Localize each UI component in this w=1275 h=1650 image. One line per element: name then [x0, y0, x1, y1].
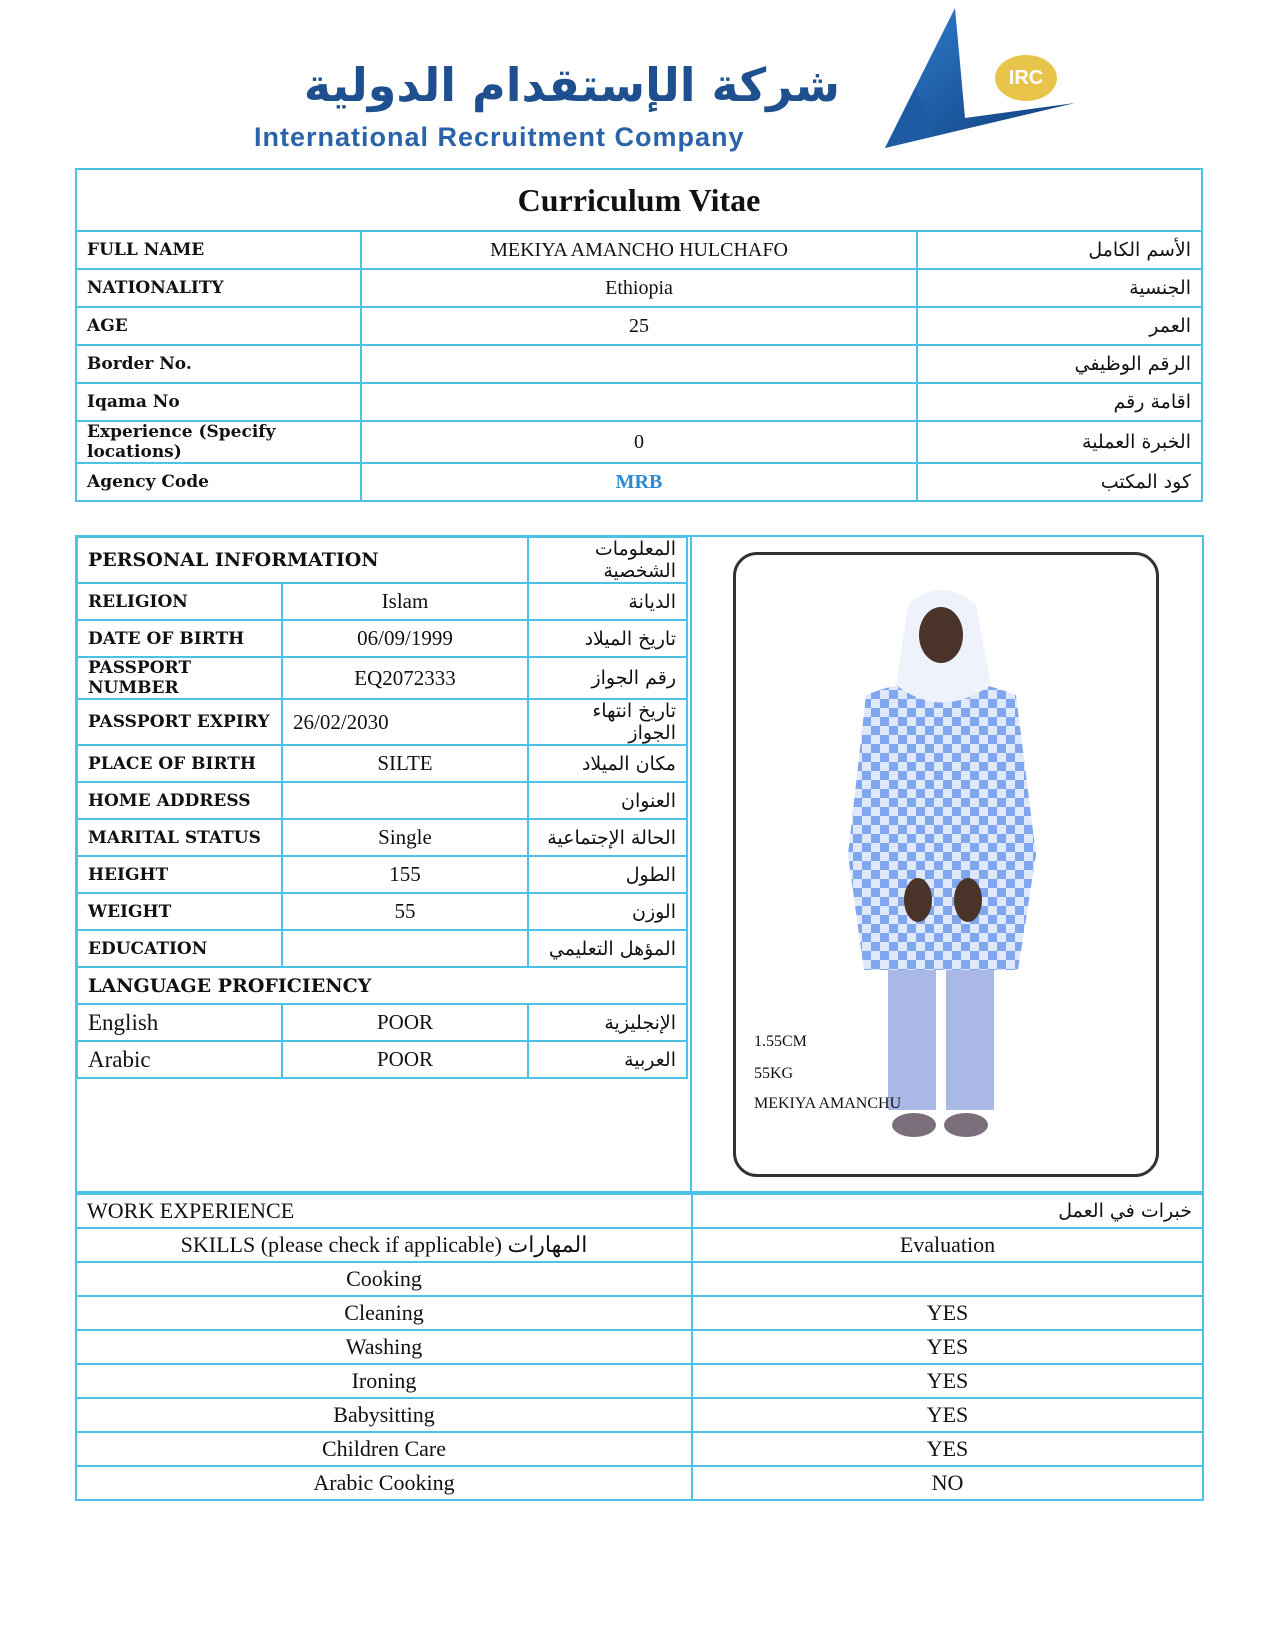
field-label-arabic: تاريخ انتهاء الجواز: [528, 699, 687, 745]
table-row: [77, 930, 687, 967]
field-label: WEIGHT: [77, 893, 282, 930]
field-value: SILTE: [282, 745, 528, 782]
table-row: [76, 1398, 1203, 1432]
skill-evaluation: YES: [692, 1296, 1203, 1330]
skill-evaluation: NO: [692, 1466, 1203, 1500]
field-label-arabic: المؤهل التعليمي: [528, 930, 687, 967]
field-value: [282, 930, 528, 967]
table-row: [77, 583, 687, 620]
table-row: [76, 1432, 1203, 1466]
logo-arabic-text: شركة الإستقدام الدولية: [303, 58, 840, 112]
field-value: 26/02/2030: [282, 699, 528, 745]
field-label-arabic: الجنسية: [917, 269, 1202, 307]
photo-name-caption: MEKIYA AMANCHU: [754, 1095, 902, 1112]
field-value: 0: [361, 421, 917, 463]
table-row: [77, 745, 687, 782]
table-row: [77, 819, 687, 856]
table-row: [76, 1262, 1203, 1296]
field-label-arabic: رقم الجواز: [528, 657, 687, 699]
candidate-photo-frame: [733, 552, 1159, 1177]
field-label-arabic: الخبرة العملية: [917, 421, 1202, 463]
table-row: [76, 1194, 1203, 1228]
field-label: MARITAL STATUS: [77, 819, 282, 856]
table-row: [77, 1041, 687, 1078]
field-value: 55: [282, 893, 528, 930]
table-row: [77, 1004, 687, 1041]
table-row: [76, 421, 1202, 463]
language-name: English: [77, 1004, 282, 1041]
skill-evaluation: [692, 1262, 1203, 1296]
table-row: [77, 856, 687, 893]
section-title: PERSONAL INFORMATION: [77, 537, 528, 583]
field-label-arabic: الديانة: [528, 583, 687, 620]
skill-evaluation: YES: [692, 1398, 1203, 1432]
field-label-arabic: كود المكتب: [917, 463, 1202, 501]
skill-name: Cleaning: [76, 1296, 692, 1330]
field-value: Single: [282, 819, 528, 856]
field-label-arabic: مكان الميلاد: [528, 745, 687, 782]
skill-evaluation: YES: [692, 1330, 1203, 1364]
field-label: HEIGHT: [77, 856, 282, 893]
work-experience-title: WORK EXPERIENCE: [76, 1194, 692, 1228]
table-row: [77, 699, 687, 745]
field-label: Border No.: [76, 345, 361, 383]
field-value: Islam: [282, 583, 528, 620]
field-value: 25: [361, 307, 917, 345]
field-label: AGE: [76, 307, 361, 345]
photo-weight-caption: 55KG: [754, 1065, 794, 1082]
field-label-arabic: الأسم الكامل: [917, 231, 1202, 269]
field-value: 155: [282, 856, 528, 893]
field-label: PASSPORT EXPIRY: [77, 699, 282, 745]
skills-header: SKILLS (please check if applicable) المهارات: [76, 1228, 692, 1262]
field-label-arabic: العنوان: [528, 782, 687, 819]
irc-badge: IRC: [995, 55, 1057, 101]
field-value: Ethiopia: [361, 269, 917, 307]
table-row: [76, 307, 1202, 345]
field-label: Experience (Specify locations): [76, 421, 361, 463]
table-row: [76, 1364, 1203, 1398]
table-row: [76, 463, 1202, 501]
skill-name: Arabic Cooking: [76, 1466, 692, 1500]
table-row: [76, 231, 1202, 269]
skill-name: Washing: [76, 1330, 692, 1364]
field-label: PLACE OF BIRTH: [77, 745, 282, 782]
photo-height-caption: 1.55CM: [754, 1033, 807, 1050]
table-row: [76, 345, 1202, 383]
table-row: [77, 620, 687, 657]
evaluation-header: Evaluation: [692, 1228, 1203, 1262]
table-row: [76, 1466, 1203, 1500]
skill-evaluation: YES: [692, 1364, 1203, 1398]
logo-english-text: International Recruitment Company: [254, 122, 745, 152]
skill-name: Cooking: [76, 1262, 692, 1296]
field-label: RELIGION: [77, 583, 282, 620]
field-label: FULL NAME: [76, 231, 361, 269]
table-row: [76, 1228, 1203, 1262]
table-row: [76, 269, 1202, 307]
field-label-arabic: اقامة رقم: [917, 383, 1202, 421]
table-row: [76, 383, 1202, 421]
field-label: Iqama No: [76, 383, 361, 421]
language-level: POOR: [282, 1041, 528, 1078]
skill-name: Babysitting: [76, 1398, 692, 1432]
table-row: [77, 782, 687, 819]
cv-title: Curriculum Vitae: [76, 169, 1202, 231]
field-value: [361, 383, 917, 421]
field-label: DATE OF BIRTH: [77, 620, 282, 657]
table-row: [77, 537, 687, 583]
field-label-arabic: الطول: [528, 856, 687, 893]
section-title-arabic: المعلومات الشخصية: [528, 537, 687, 583]
cv-summary-table: [75, 168, 1203, 502]
field-label: HOME ADDRESS: [77, 782, 282, 819]
field-label: PASSPORT NUMBER: [77, 657, 282, 699]
field-value: MEKIYA AMANCHO HULCHAFO: [361, 231, 917, 269]
company-logo: [240, 0, 1090, 165]
field-label: EDUCATION: [77, 930, 282, 967]
logo-sail-icon: [875, 8, 1095, 158]
field-label-arabic: العمر: [917, 307, 1202, 345]
field-label-arabic: الرقم الوظيفي: [917, 345, 1202, 383]
table-row: [77, 967, 687, 1004]
skill-name: Ironing: [76, 1364, 692, 1398]
field-label-arabic: تاريخ الميلاد: [528, 620, 687, 657]
work-experience-table: [75, 1193, 1204, 1501]
language-name-arabic: الإنجليزية: [528, 1004, 687, 1041]
field-label-arabic: الوزن: [528, 893, 687, 930]
field-value: [282, 782, 528, 819]
table-row: [77, 657, 687, 699]
skill-name: Children Care: [76, 1432, 692, 1466]
language-name: Arabic: [77, 1041, 282, 1078]
candidate-photo: [736, 555, 1156, 1175]
table-row: [77, 893, 687, 930]
field-label: NATIONALITY: [76, 269, 361, 307]
field-value: EQ2072333: [282, 657, 528, 699]
table-row: [76, 1296, 1203, 1330]
work-experience-title-arabic: خبرات في العمل: [692, 1194, 1203, 1228]
field-label-arabic: الحالة الإجتماعية: [528, 819, 687, 856]
language-name-arabic: العربية: [528, 1041, 687, 1078]
field-label: Agency Code: [76, 463, 361, 501]
field-value: 06/09/1999: [282, 620, 528, 657]
skill-evaluation: YES: [692, 1432, 1203, 1466]
table-row: [76, 1330, 1203, 1364]
language-level: POOR: [282, 1004, 528, 1041]
personal-information-table: [76, 536, 688, 1079]
field-value: [361, 345, 917, 383]
language-section-title: LANGUAGE PROFICIENCY: [77, 967, 687, 1004]
section-divider: [690, 535, 692, 1193]
agency-code-value: MRB: [361, 463, 917, 501]
